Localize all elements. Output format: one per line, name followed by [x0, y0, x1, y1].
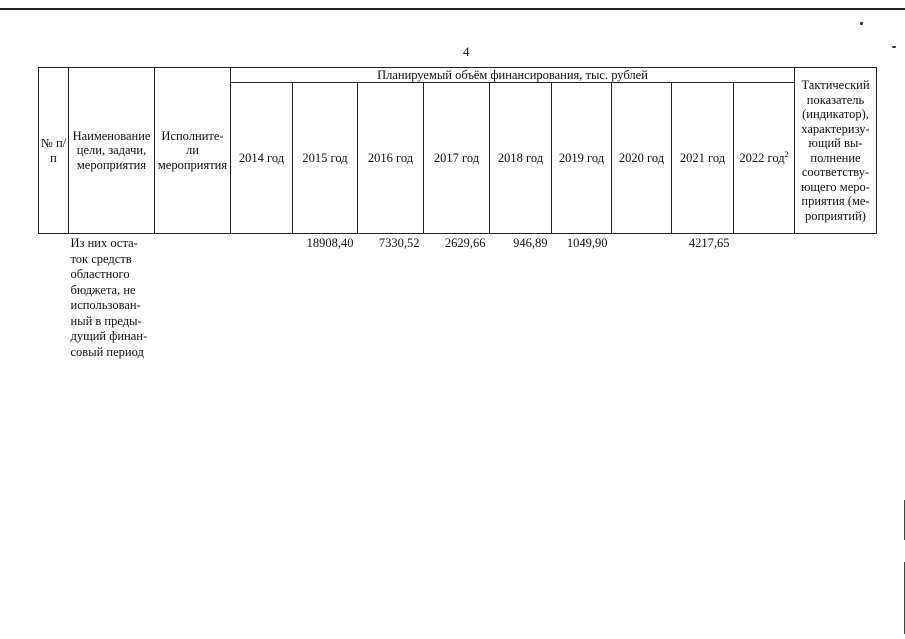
header-executor: Исполните-ли мероприятия: [155, 68, 231, 234]
value-2018: 946,89: [513, 236, 548, 250]
header-year-2017: 2017 год: [424, 83, 490, 234]
value-2017: 2629,66: [444, 236, 486, 250]
header-name: Наименование цели, задачи, мероприятия: [69, 68, 155, 234]
page-number: 4: [463, 44, 470, 59]
header-year-2018: 2018 год: [490, 83, 552, 234]
header-num: № п/п: [39, 68, 69, 234]
value-2021: 4217,65: [688, 236, 730, 250]
top-scan-rule: [0, 8, 905, 10]
row-name-cell: Из них оста-ток средств областного бюджета, не использован-ный в преды-дущий финан-совый период: [70, 236, 148, 359]
row-num-cell: [39, 234, 69, 361]
header-year-2021: 2021 год: [672, 83, 734, 234]
header-year-2019: 2019 год: [552, 83, 612, 234]
header-indicator: Тактический показатель (индикатор), характеризу-ющий вы-полнение соответству-ющего меро-приятия (ме-роприятий): [795, 68, 877, 234]
footnote-mark: 2: [784, 149, 789, 159]
header-year-2020: 2020 год: [612, 83, 672, 234]
value-2020: [612, 234, 672, 361]
header-year-2022: [734, 83, 795, 234]
scan-speck: [892, 46, 896, 48]
header-funding-group: Планируемый объём финансирования, тыс. рублей: [231, 68, 795, 83]
value-2014: [231, 234, 293, 361]
scan-speck: [860, 22, 863, 25]
funding-table: [38, 67, 877, 360]
value-2016: 7330,52: [378, 236, 420, 250]
header-year-2015: 2015 год: [293, 83, 358, 234]
header-year-2022-label: 2022 год: [739, 150, 785, 165]
value-2022: [734, 234, 795, 361]
value-2019: 1049,90: [566, 236, 608, 250]
table-row: [39, 234, 877, 361]
value-2015: 18908,40: [306, 236, 354, 250]
header-year-2016: 2016 год: [358, 83, 424, 234]
header-row-top: [39, 68, 877, 83]
row-executor-cell: [155, 234, 231, 361]
row-indicator-cell: [795, 234, 877, 361]
header-year-2014: 2014 год: [231, 83, 293, 234]
